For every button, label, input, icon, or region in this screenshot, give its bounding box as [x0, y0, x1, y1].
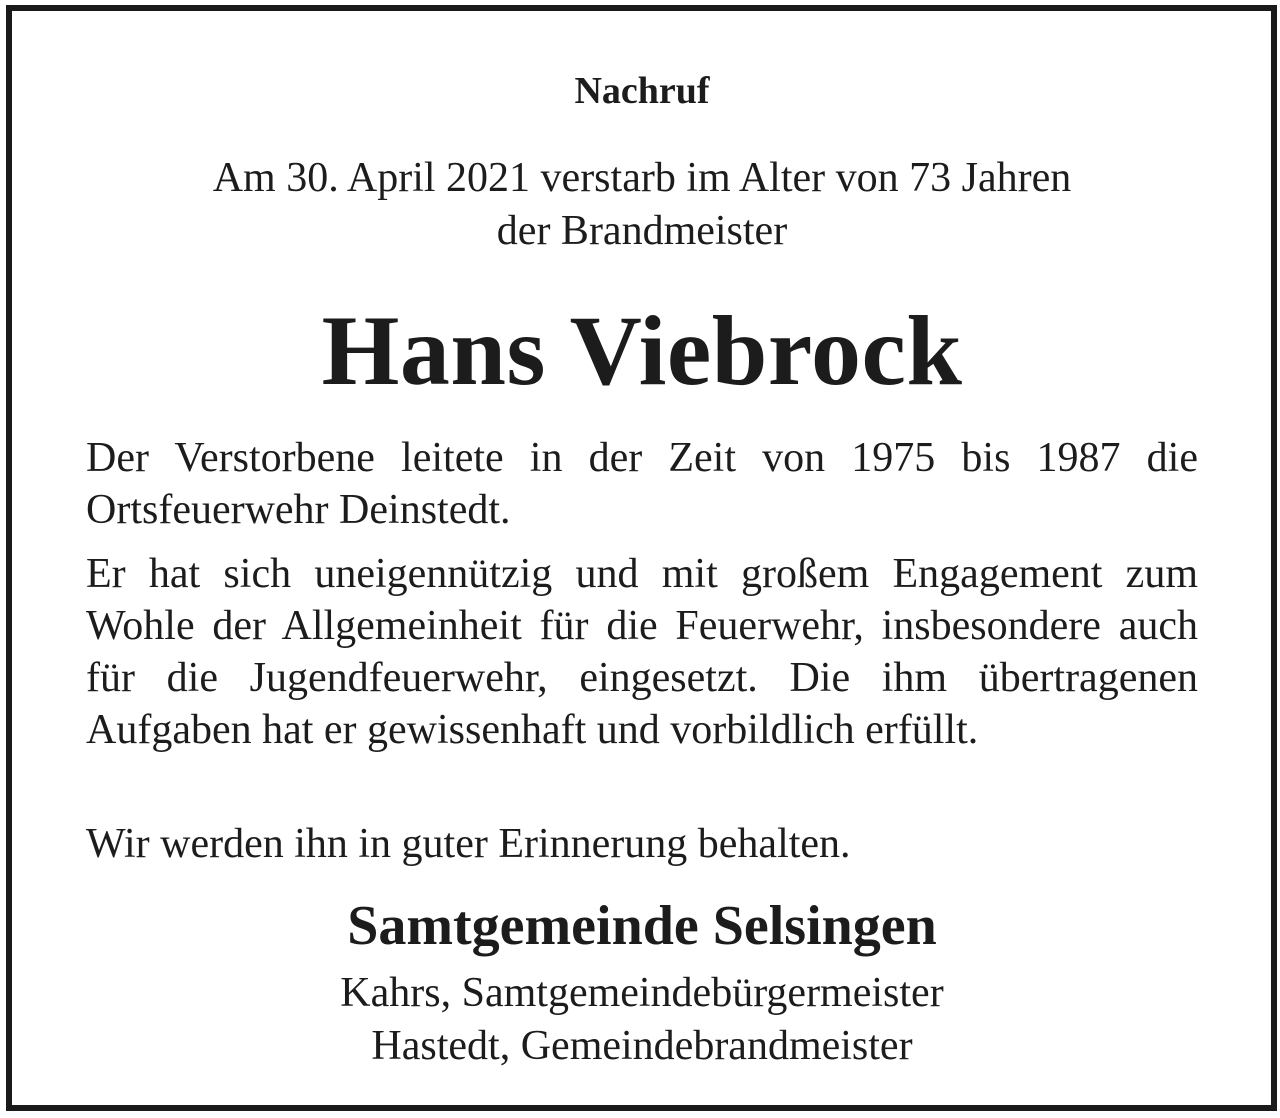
deceased-name: Hans Viebrock: [321, 295, 963, 406]
obituary-frame: [6, 5, 1277, 1111]
announcement-line-date-age: Am 30. April 2021 verstarb im Alter von 73 Jahren: [212, 155, 1072, 201]
tribute-paragraph: Er hat sich uneigennützig und mit großem Engagement zum Wohle der Allgemeinheit für die Feuerwehr, insbesondere auch für die Jugendfeuerwehr, eingesetzt. Die ihm übertragenen Aufgaben hat er gewissenhaft und vorbildlich erfüllt.: [86, 551, 1198, 753]
signatory-mayor: Kahrs, Samtgemeindebürgermeister: [340, 970, 944, 1016]
organization-name: Samtgemeinde Selsingen: [347, 895, 937, 957]
obituary-heading: Nachruf: [574, 70, 710, 112]
signatory-fire-chief: Hastedt, Gemeindebrandmeister: [371, 1023, 913, 1069]
death-announcement: [86, 152, 1198, 258]
remembrance-paragraph: Wir werden ihn in guter Erinnerung behalten.: [86, 821, 851, 867]
announcement-line-rank: der Brandmeister: [496, 208, 788, 254]
service-paragraph: Der Verstorbene leitete in der Zeit von 1975 bis 1987 die Ortsfeuerwehr Deinstedt.: [86, 435, 1198, 533]
